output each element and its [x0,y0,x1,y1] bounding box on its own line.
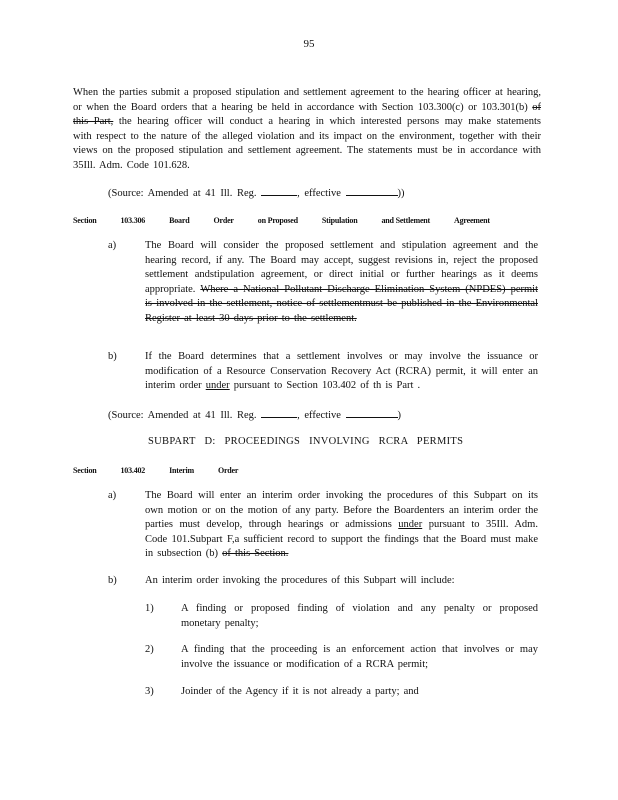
list-item-text: Joinder of the Agency if it is not already a party; and [181,686,419,697]
subsection-label: b) [108,351,117,362]
subsection-text-a: The Board will enter an interim order invoking the procedures of this Subpart on its own motion or on the motion of any party. Before the Boardenters an interim order the parties must develop, through hearings or admissions [145,490,538,530]
intro-struck-text: of this Part, [73,101,541,127]
section-title-word: on Proposed [257,216,298,225]
list-item-text: A finding or proposed finding of violation and any penalty or proposed monetary penalty; [181,603,538,629]
subsection-306-b [108,350,538,394]
source-2-reg-blank [261,407,297,418]
subsection-text-b: pursuant to 35Ill. Adm. Code 101.Subpart F,a sufficient record to support the findings that the Board must make in subsection (b) [145,519,538,559]
intro-paragraph [73,86,541,173]
section-title-word: Order [217,466,239,475]
source-1-prefix: (Source: Amended at 41 Ill. Reg. [108,188,257,199]
subsection-body: An interim order invoking the procedures of this Subpart will include: [145,575,455,586]
section-id: 103.306 [120,216,146,225]
source-2-suffix: ) [397,410,402,421]
list-item [145,685,538,700]
subpart-heading: SUBPART D: PROCEEDINGS INVOLVING RCRA PERMITS [148,436,464,447]
section-title-word: Agreement [454,216,490,225]
list-item-label: 3) [145,686,154,697]
subsection-text-b: pursuant to Section 103.402 of th is Part . [229,380,421,391]
section-label: Section [73,216,97,225]
subsection-body [145,239,538,326]
subsection-text: The Board will consider the proposed settlement and stipulation agreement and the hearing record, if any. The Board may accept, suggest revisions in, reject the proposed settlement andstipulation agreement, or direct initial or further hearings as it deems appropriate. [145,240,538,295]
subsection-body [145,489,538,562]
section-title-word: and Settlement [381,216,431,225]
intro-text-a: When the parties submit a proposed stipulation and settlement agreement to the hearing officer at hearing, or when the Board orders that a hearing be held in accordance with Section 103.300(c) or 103.301(b) [73,87,541,113]
list-item [145,602,538,631]
list-item [145,643,538,672]
source-note-2 [108,407,538,424]
source-2-date-blank [346,407,398,418]
subsection-306-a [108,239,538,326]
section-103-306-heading [73,214,514,229]
subsection-label: a) [108,240,117,251]
source-2-mid: , effective [297,410,341,421]
source-note-1 [108,185,538,202]
list-item-label: 2) [145,644,154,655]
intro-text-b: the hearing officer will conduct a hearing in which interested persons may make statements with respect to the nature of the alleged violation and its impact on the environment, together with their views on the proposed stipulation and settlement agreement. The statements must be in accordance with 35Ill. Adm. Code 101.628. [73,116,541,171]
section-title-word: Order [213,216,234,225]
section-title-word: Interim [169,466,194,475]
subsection-402-b [108,574,538,589]
section-id: 103.402 [120,466,146,475]
list-item-label: 1) [145,603,154,614]
section-title-word: Stipulation [321,216,358,225]
source-1-date-blank [346,185,398,196]
subsection-label: b) [108,575,117,586]
source-1-mid: , effective [297,188,341,199]
subsection-402-a [108,489,538,562]
subsection-underlined-text: under [398,519,423,530]
subsection-text-a: If the Board determines that a settlement involves or may involve the issuance or modification of a Resource Conservation Recovery Act (RCRA) permit, it will enter an interim order [145,351,538,391]
source-1-suffix: )) [397,188,405,199]
subsection-body [145,350,538,394]
section-103-402-heading [73,464,262,479]
subsection-struck-text: Where a National Pollutant Discharge Elimination System (NPDES) permit is involved in the settlement, notice of settlementmust be published in the Environmental Register at least 30 days prior to the settlement. [145,283,539,324]
list-item-text: A finding that the proceeding is an enforcement action that involves or may involve the issuance or modification of a RCRA permit; [181,644,538,670]
subsection-label: a) [108,490,117,501]
section-title-word: Board [169,216,190,225]
page-number: 95 [303,38,315,50]
source-2-prefix: (Source: Amended at 41 Ill. Reg. [108,410,257,421]
subsection-underlined-text: under [205,380,230,391]
section-label: Section [73,466,97,475]
subsection-struck-text: of this Section. [222,548,289,559]
source-1-reg-blank [261,185,297,196]
